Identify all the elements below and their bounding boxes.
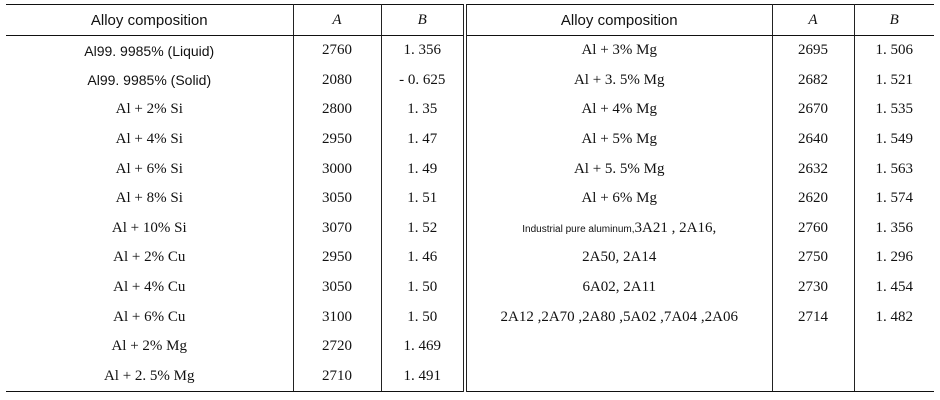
a-value-cell: 2670	[772, 95, 854, 125]
a-value-cell: 2620	[772, 184, 854, 214]
a-value-cell: 2710	[293, 362, 381, 392]
composition-cell: Al99. 9985% (Solid)	[6, 66, 293, 96]
table-row	[6, 332, 934, 362]
table-row	[6, 273, 934, 303]
composition-prefix: Industrial pure aluminum,	[522, 223, 635, 235]
table-header-row	[6, 5, 934, 36]
a-value-cell	[772, 362, 854, 392]
b-value-cell	[854, 332, 934, 362]
table-row	[6, 302, 934, 332]
a-value-cell: 2760	[293, 36, 381, 66]
header-b-right: B	[854, 5, 934, 36]
a-value-cell: 2950	[293, 243, 381, 273]
a-value-cell: 3100	[293, 302, 381, 332]
table-row	[6, 362, 934, 392]
a-value-cell: 2682	[772, 66, 854, 96]
b-value-cell: 1. 356	[854, 214, 934, 244]
b-value-cell: 1. 454	[854, 273, 934, 303]
alloy-coefficient-table	[6, 4, 934, 392]
composition-cell: Al + 5% Mg	[465, 125, 772, 155]
a-value-cell: 3050	[293, 184, 381, 214]
b-value-cell: 1. 469	[381, 332, 465, 362]
composition-cell: Al + 2% Mg	[6, 332, 293, 362]
composition-cell: 2A50, 2A14	[465, 243, 772, 273]
header-a-left: A	[293, 5, 381, 36]
header-b-left: B	[381, 5, 465, 36]
b-value-cell: 1. 521	[854, 66, 934, 96]
composition-cell: Al + 6% Si	[6, 154, 293, 184]
b-value-cell: 1. 52	[381, 214, 465, 244]
b-value-cell: 1. 46	[381, 243, 465, 273]
b-value-cell: 1. 51	[381, 184, 465, 214]
composition-cell: Al + 6% Mg	[465, 184, 772, 214]
header-a-right: A	[772, 5, 854, 36]
b-value-cell	[854, 362, 934, 392]
a-value-cell: 2640	[772, 125, 854, 155]
a-value-cell: 2750	[772, 243, 854, 273]
b-value-cell: 1. 491	[381, 362, 465, 392]
a-value-cell	[772, 332, 854, 362]
table-row	[6, 95, 934, 125]
composition-cell	[465, 362, 772, 392]
composition-cell: Al99. 9985% (Liquid)	[6, 36, 293, 66]
table-row	[6, 214, 934, 244]
composition-grades: 3A21 , 2A16,	[634, 219, 717, 236]
a-value-cell: 2950	[293, 125, 381, 155]
a-value-cell: 2800	[293, 95, 381, 125]
composition-cell: Al + 10% Si	[6, 214, 293, 244]
b-value-cell: 1. 535	[854, 95, 934, 125]
a-value-cell: 3000	[293, 154, 381, 184]
composition-cell	[465, 214, 772, 244]
a-value-cell: 2632	[772, 154, 854, 184]
b-value-cell: 1. 50	[381, 302, 465, 332]
composition-cell: Al + 2. 5% Mg	[6, 362, 293, 392]
composition-cell: 6A02, 2A11	[465, 273, 772, 303]
table-row	[6, 154, 934, 184]
b-value-cell: - 0. 625	[381, 66, 465, 96]
a-value-cell: 2760	[772, 214, 854, 244]
b-value-cell: 1. 296	[854, 243, 934, 273]
composition-cell	[465, 332, 772, 362]
composition-cell: 2A12 ,2A70 ,2A80 ,5A02 ,7A04 ,2A06	[465, 302, 772, 332]
table-row	[6, 66, 934, 96]
b-value-cell: 1. 35	[381, 95, 465, 125]
composition-cell: Al + 3% Mg	[465, 36, 772, 66]
a-value-cell: 2720	[293, 332, 381, 362]
a-value-cell: 3070	[293, 214, 381, 244]
composition-cell: Al + 4% Mg	[465, 95, 772, 125]
b-value-cell: 1. 563	[854, 154, 934, 184]
b-value-cell: 1. 482	[854, 302, 934, 332]
header-alloy-composition-right: Alloy composition	[465, 5, 772, 36]
composition-cell: Al + 8% Si	[6, 184, 293, 214]
header-alloy-composition-left: Alloy composition	[6, 5, 293, 36]
composition-cell: Al + 2% Cu	[6, 243, 293, 273]
composition-cell: Al + 6% Cu	[6, 302, 293, 332]
a-value-cell: 2714	[772, 302, 854, 332]
a-value-cell: 2695	[772, 36, 854, 66]
composition-cell: Al + 2% Si	[6, 95, 293, 125]
a-value-cell: 3050	[293, 273, 381, 303]
b-value-cell: 1. 506	[854, 36, 934, 66]
table-row	[6, 243, 934, 273]
b-value-cell: 1. 47	[381, 125, 465, 155]
b-value-cell: 1. 356	[381, 36, 465, 66]
b-value-cell: 1. 574	[854, 184, 934, 214]
composition-cell: Al + 4% Cu	[6, 273, 293, 303]
b-value-cell: 1. 50	[381, 273, 465, 303]
composition-cell: Al + 3. 5% Mg	[465, 66, 772, 96]
table-row	[6, 125, 934, 155]
b-value-cell: 1. 549	[854, 125, 934, 155]
table-row	[6, 36, 934, 66]
b-value-cell: 1. 49	[381, 154, 465, 184]
composition-cell: Al + 4% Si	[6, 125, 293, 155]
composition-cell: Al + 5. 5% Mg	[465, 154, 772, 184]
a-value-cell: 2080	[293, 66, 381, 96]
table-row	[6, 184, 934, 214]
a-value-cell: 2730	[772, 273, 854, 303]
